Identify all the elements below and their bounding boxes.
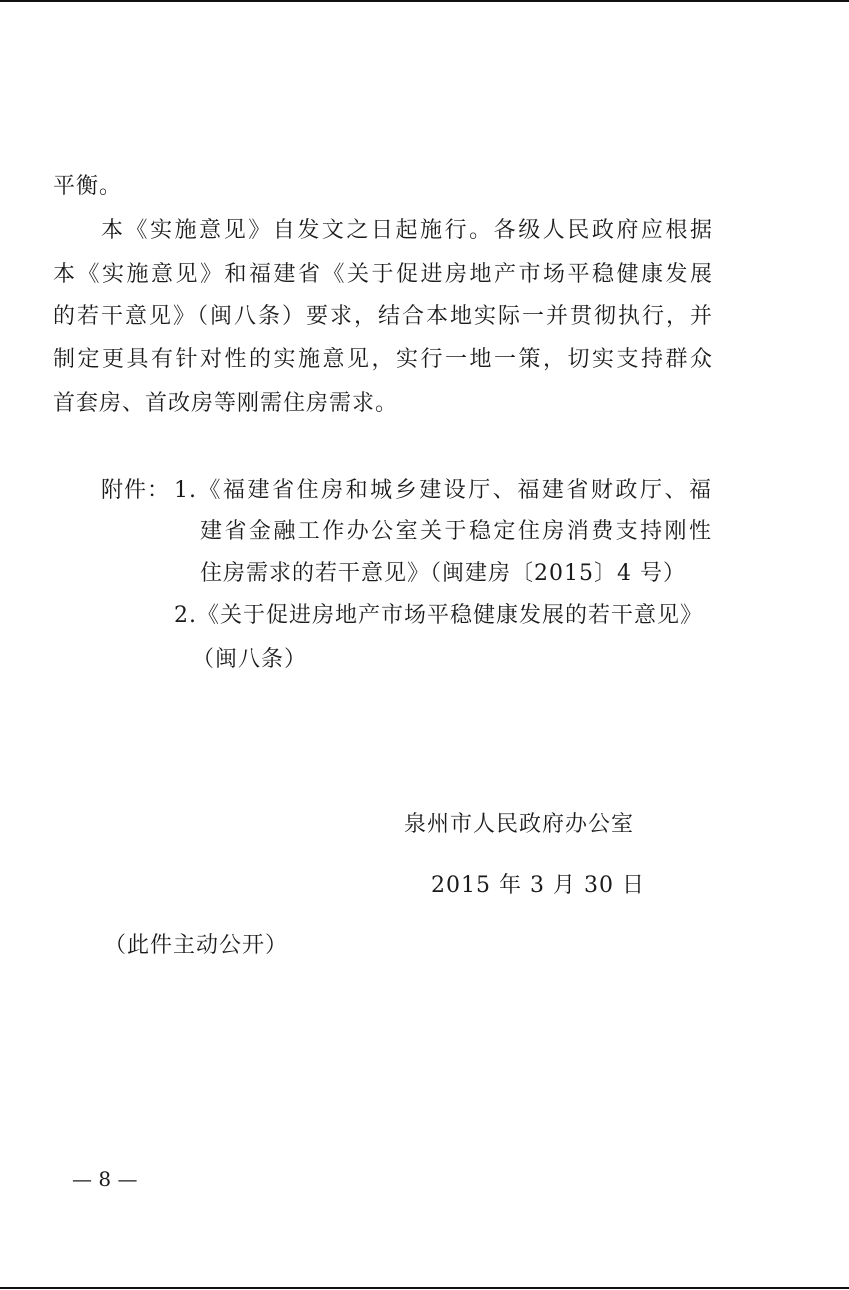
attachments-label: 附件：	[101, 478, 171, 503]
issuing-organization: 泉州市人民政府办公室	[404, 812, 635, 837]
attachment-item-line: 2.《关于促进房地产市场平稳健康发展的若干意见》	[174, 603, 703, 628]
paragraph-line: 本《实施意见》自发文之日起施行。各级人民政府应根据	[101, 218, 713, 243]
paragraph-line: 本《实施意见》和福建省《关于促进房地产市场平稳健康发展	[53, 262, 713, 287]
page-number: — 8 —	[72, 1167, 138, 1191]
bottom-border	[0, 1287, 849, 1289]
attachment-item-line: 1.《福建省住房和城乡建设厅、福建省财政厅、福	[174, 478, 712, 503]
attachment-item-line: （闽八条）	[192, 647, 308, 672]
top-border	[0, 0, 849, 2]
issue-date: 2015 年 3 月 30 日	[431, 873, 645, 898]
disclosure-note: （此件主动公开）	[104, 933, 289, 958]
attachment-item-line: 住房需求的若干意见》（闽建房〔2015〕4 号）	[200, 561, 686, 586]
paragraph-line: 首套房、首改房等刚需住房需求。	[53, 391, 399, 416]
paragraph-line: 制定更具有针对性的实施意见，实行一地一策，切实支持群众	[53, 347, 713, 372]
paragraph-line: 平衡。	[53, 174, 123, 199]
paragraph-line: 的若干意见》（闽八条）要求，结合本地实际一并贯彻执行，并	[53, 304, 713, 329]
attachment-item-line: 建省金融工作办公室关于稳定住房消费支持刚性	[200, 519, 712, 544]
